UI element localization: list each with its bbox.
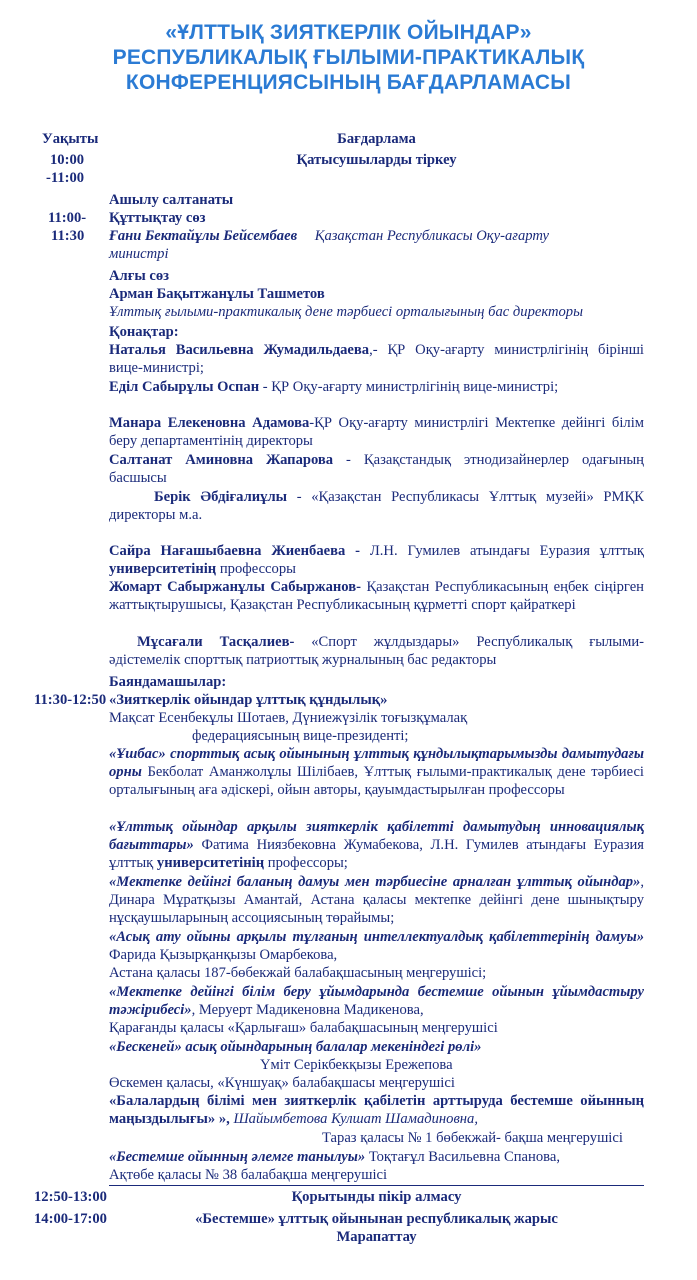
guest-name: Жомарт Сабыржанұлы Сабыржанов- bbox=[109, 579, 361, 595]
report-author-bold: университетінің bbox=[156, 855, 265, 871]
foreword-role: Ұлттық ғылыми-практикалық дене тәрбиесі орталығының бас директоры bbox=[109, 304, 583, 320]
guest-role: Қазақстан Республикасының еңбек сіңірген жаттықтырушысы, Қазақстан Республикасының құрметті спорт қайраткері bbox=[109, 579, 644, 613]
guest-name: Салтанат Аминовна Жапарова bbox=[109, 452, 334, 468]
report-author-2: Ақтөбе қаласы № 38 балабақша меңгерушісі bbox=[109, 1167, 388, 1183]
report-title: «Ұшбас» спорттық асық ойынының ұлттық құндылықтарымызды дамытудағы орны bbox=[109, 746, 644, 780]
reports-time: 11:30-12:50 bbox=[34, 692, 107, 708]
guest-role: - ҚР Оқу-ағарту министрлігінің вице-министрі; bbox=[259, 379, 559, 395]
guest-name: Наталья Васильевна Жумадильдаева bbox=[109, 342, 370, 358]
report-author-2: Өскемен қаласы, «Күншуақ» балабақшасы меңгерушісі bbox=[109, 1075, 455, 1091]
guest-role: «Спорт жұлдыздары» Республикалық ғылыми-әдістемелік спорттық патриоттық журналының бас редакторы bbox=[109, 634, 644, 668]
guests-label: Қонақтар: bbox=[109, 324, 179, 340]
guest-item bbox=[109, 542, 644, 578]
competition-label: «Бестемше» ұлттық ойынынан республикалық жарыс bbox=[195, 1211, 558, 1227]
guest-item bbox=[109, 341, 644, 377]
report-item bbox=[109, 1148, 560, 1166]
report-author: Шайымбетова Кулшат Шамадиновна, bbox=[229, 1111, 478, 1127]
greeter bbox=[109, 227, 549, 245]
title-line-2: РЕСПУБЛИКАЛЫҚ ҒЫЛЫМИ-ПРАКТИКАЛЫҚ bbox=[112, 46, 585, 69]
competition-time: 14:00-17:00 bbox=[34, 1211, 107, 1227]
guest-item bbox=[109, 633, 644, 669]
report-title: «Асық ату ойыны арқылы тұлғаның интеллектуалдық қабілеттерінің дамуы» bbox=[109, 929, 644, 945]
report-title: «Балалардың білімі мен зияткерлік қабілетін арттыруда бестемше ойынның маңыздылығы» », bbox=[109, 1093, 644, 1127]
report-item bbox=[109, 928, 644, 964]
guest-role-tail: профессоры bbox=[216, 561, 296, 577]
report-item bbox=[109, 1092, 644, 1128]
guest-role: - Қазақстандық этнодизайнерлер одағының басшысы bbox=[109, 452, 644, 486]
greeter-role-2: министрі bbox=[109, 246, 169, 262]
report-author: Бекболат Аманжолұлы Шілібаев, Ұлттық ғылыми-практикалық дене тәрбиесі орталығының аға әдіскері, ойын авторы, қауымдастырылған профессоры bbox=[109, 764, 644, 798]
report-title: «Мектепке дейінгі білім беру ұйымдарында бестемше ойынын ұйымдастыру тәжірибесі» bbox=[109, 984, 644, 1018]
award-label: Марапаттау bbox=[336, 1229, 417, 1245]
guest-name: Еділ Сабырұлы Оспан bbox=[109, 379, 260, 395]
guest-item bbox=[109, 578, 644, 614]
title-line-3: КОНФЕРЕНЦИЯСЫНЫҢ БАҒДАРЛАМАСЫ bbox=[125, 71, 572, 94]
guest-name: Берік Әбдіғалиұлы bbox=[154, 489, 288, 505]
report-title: «Бескеней» асық ойындарының балалар мекеніндегі рөлі» bbox=[109, 1039, 482, 1055]
report-author: , Меруерт Мадикеновна Мадикенова, bbox=[191, 1002, 424, 1018]
header-time: Уақыты bbox=[42, 131, 99, 147]
report-title: «Бестемше ойынның әлемге танылуы» bbox=[109, 1149, 366, 1165]
guest-name: Сайра Нағашыбаевна Жиенбаева - bbox=[109, 543, 361, 559]
report-author: Мақсат Есенбекұлы Шотаев, Дүниежүзілік тоғызқұмалақ bbox=[109, 710, 468, 726]
report-author-2: Тараз қаласы № 1 бөбекжай- бақша меңгерушісі bbox=[322, 1130, 623, 1146]
report-item bbox=[109, 983, 644, 1019]
opening-ceremony: Ашылу салтанаты bbox=[109, 192, 234, 208]
report-title: «Ұлттық ойындар арқылы зияткерлік қабілетті дамытудың инновациялық бағыттары» bbox=[109, 819, 644, 853]
greeting-label: Құттықтау сөз bbox=[109, 210, 206, 226]
greeter-name: Ғани Бектайұлы Бейсембаев bbox=[109, 228, 298, 244]
report-author: Үміт Серікбекқызы Ережепова bbox=[260, 1057, 453, 1073]
report-author: Фатима Ниязбековна Жумабекова, Л.Н. Гумилев атындағы Еуразия ұлттық bbox=[109, 837, 644, 871]
report-author-2: Астана қаласы 187-бөбекжай балабақшасының меңгерушісі; bbox=[109, 965, 487, 981]
guest-role: Л.Н. Гумилев атындағы Еуразия ұлттық bbox=[360, 543, 644, 559]
report-item bbox=[109, 745, 644, 799]
opening-time-2: 11:30 bbox=[51, 228, 85, 244]
guest-role: -ҚР Оқу-ағарту министрлігі Мектепке дейінгі білім беру департаментінің директоры bbox=[109, 415, 644, 449]
report-author-2: федерациясының вице-президенті; bbox=[192, 728, 409, 744]
closing-label: Қорытынды пікір алмасу bbox=[291, 1189, 462, 1205]
opening-time-1: 11:00- bbox=[48, 210, 87, 226]
report-author-tail: профессоры; bbox=[264, 855, 348, 871]
registration-time-2: -11:00 bbox=[46, 170, 85, 186]
foreword-name: Арман Бақытжанұлы Ташметов bbox=[109, 286, 325, 302]
report-title: «Зияткерлік ойындар ұлттық құндылық» bbox=[109, 692, 388, 708]
report-title: «Мектепке дейінгі баланың дамуы мен тәрбиесіне арналған ұлттық ойындар» bbox=[109, 874, 641, 890]
report-author-2: Қарағанды қаласы «Қарлығаш» балабақшасының меңгерушісі bbox=[109, 1020, 498, 1036]
report-author: Фарида Қызырқанқызы Омарбекова, bbox=[109, 947, 338, 963]
registration-time-1: 10:00 bbox=[50, 152, 85, 168]
guest-item bbox=[109, 378, 644, 396]
guest-role: ,- ҚР Оқу-ағарту министрлігінің бірінші вице-министрі; bbox=[109, 342, 644, 376]
guest-role: - «Қазақстан Республикасы Ұлттық музейі» РМҚК директоры м.а. bbox=[109, 489, 644, 523]
foreword-label: Алғы сөз bbox=[109, 268, 170, 284]
closing-time: 12:50-13:00 bbox=[34, 1189, 107, 1205]
title-line-1: «ҰЛТТЫҚ ЗИЯТКЕРЛІК ОЙЫНДАР» bbox=[165, 21, 532, 44]
report-item bbox=[109, 873, 644, 927]
guest-name: Мұсағали Тасқалиев- bbox=[137, 634, 295, 650]
guest-item bbox=[109, 488, 644, 524]
report-author: Тоқтағұл Васильевна Спанова, bbox=[365, 1149, 560, 1165]
report-item bbox=[109, 818, 644, 872]
header-program: Бағдарлама bbox=[337, 131, 416, 147]
greeter-role: Қазақстан Республикасы Оқу-ағарту bbox=[314, 228, 550, 244]
guest-item bbox=[109, 451, 644, 487]
registration-label: Қатысушыларды тіркеу bbox=[296, 152, 457, 168]
report-author: , Динара Мұратқызы Амантай, Астана қаласы мектепке дейінгі дене шынықтыру нұсқаушыларының ассоциясының төрайымы; bbox=[109, 874, 644, 926]
guest-role-bold: университетінің bbox=[109, 561, 217, 577]
reports-label: Баяндамашылар: bbox=[109, 674, 227, 690]
divider bbox=[109, 1185, 644, 1186]
program-title bbox=[0, 20, 697, 95]
guest-name: Манара Елекеновна Адамова bbox=[109, 415, 310, 431]
guest-item bbox=[109, 414, 644, 450]
